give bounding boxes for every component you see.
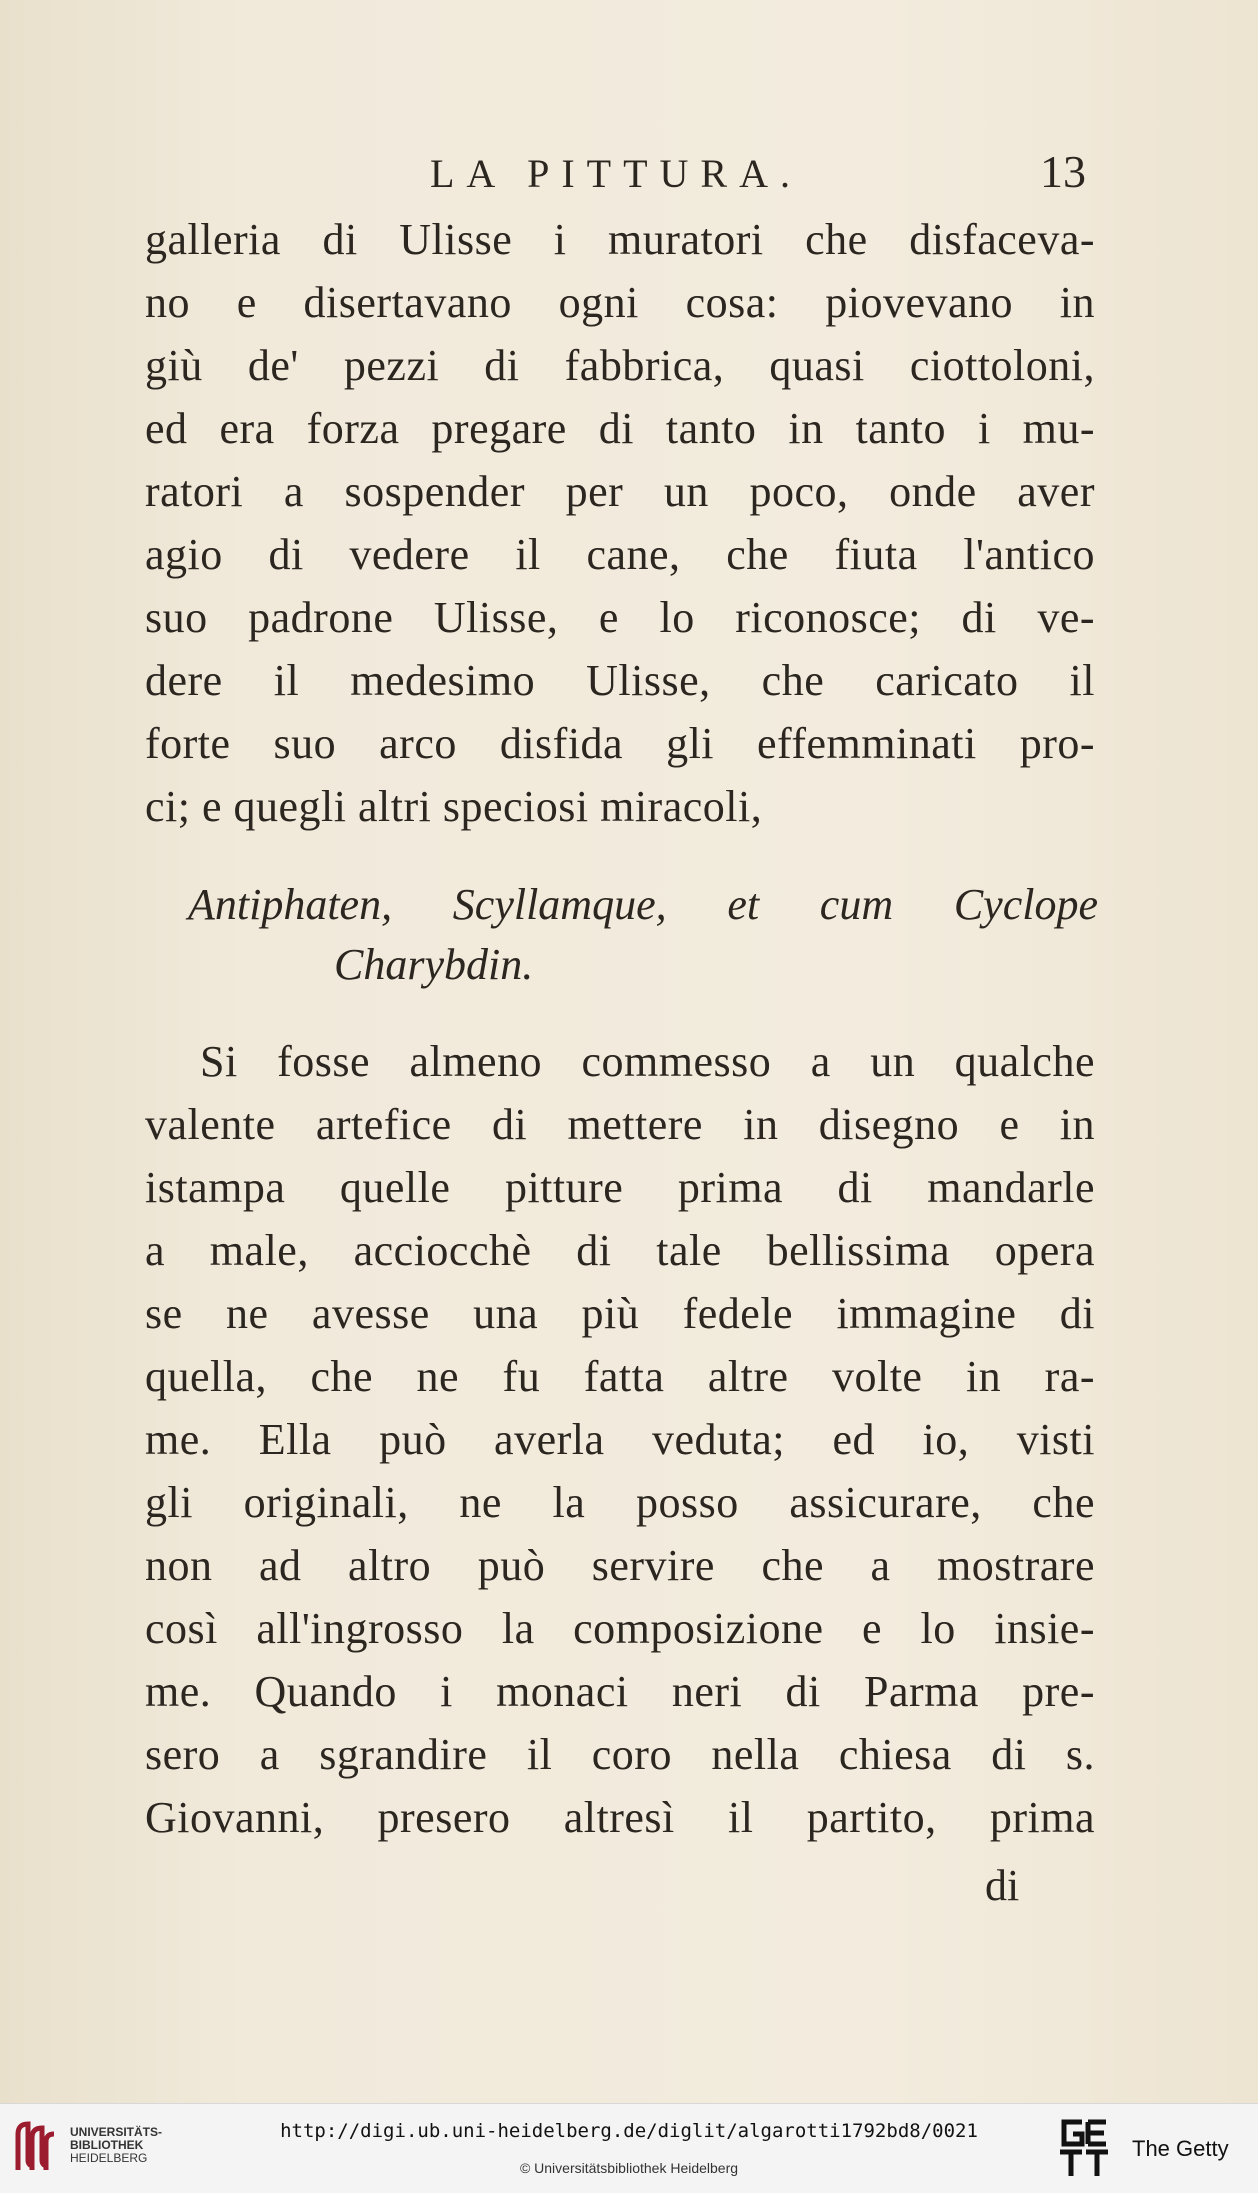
text-line: gli originali, ne la posso assicurare, che (145, 1478, 1095, 1527)
getty-logo-icon[interactable] (1058, 2118, 1112, 2178)
text-line: no e disertavano ogni cosa: piovevano in (145, 278, 1095, 327)
footer-bar (0, 2103, 1258, 2193)
text-line: dere il medesimo Ulisse, che caricato il (145, 656, 1095, 705)
text-line: me. Quando i monaci neri di Parma pre- (145, 1667, 1095, 1716)
text-line: così all'ingrosso la composizione e lo insie- (145, 1604, 1095, 1653)
text-line: Si fosse almeno commesso a un qualche (200, 1037, 1095, 1086)
library-name-line: HEIDELBERG (70, 2151, 148, 2165)
quote-line: Charybdin. (334, 940, 534, 989)
text-line: forte suo arco disfida gli effemminati pro- (145, 719, 1095, 768)
library-name-line: BIBLIOTHEK (70, 2138, 144, 2152)
text-line: a male, acciocchè di tale bellissima opera (145, 1226, 1095, 1275)
text-line: non ad altro può servire che a mostrare (145, 1541, 1095, 1590)
text-line: ed era forza pregare di tanto in tanto i mu- (145, 404, 1095, 453)
catchword: di (985, 1861, 1020, 1910)
text-line: ratori a sospender per un poco, onde aver (145, 467, 1095, 516)
text-line: me. Ella può averla veduta; ed io, visti (145, 1415, 1095, 1464)
text-line: giù de' pezzi di fabbrica, quasi ciottoloni, (145, 341, 1095, 390)
copyright-notice: © Universitätsbibliothek Heidelberg (519, 2160, 739, 2176)
text-line: suo padrone Ulisse, e lo riconosce; di ve- (145, 593, 1095, 642)
text-line: se ne avesse una più fedele immagine di (145, 1289, 1095, 1338)
running-head: LA PITTURA. (430, 151, 802, 196)
page-number: 13 (1040, 146, 1086, 197)
text-line: Giovanni, presero altresì il partito, prima (145, 1793, 1095, 1842)
library-name-line: UNIVERSITÄTS- (70, 2125, 163, 2139)
text-line: galleria di Ulisse i muratori che disfaceva- (145, 215, 1095, 264)
paragraph-1 (145, 208, 1095, 838)
text-line: istampa quelle pitture prima di mandarle (145, 1163, 1095, 1212)
permalink-url[interactable]: http://digi.ub.uni-heidelberg.de/diglit/algarotti1792bd8/0021 (280, 2120, 978, 2142)
latin-quote (188, 875, 1098, 995)
text-line: ci; e quegli altri speciosi miracoli, (145, 782, 763, 831)
text-line: quella, che ne fu fatta altre volte in ra- (145, 1352, 1095, 1401)
text-line: valente artefice di mettere in disegno e in (145, 1100, 1095, 1149)
sponsor-name: The Getty (1132, 2136, 1229, 2161)
text-line: sero a sgrandire il coro nella chiesa di s. (145, 1730, 1095, 1779)
quote-line: Antiphaten, Scyllamque, et cum Cyclope (188, 880, 1098, 929)
text-line: agio di vedere il cane, che fiuta l'antico (145, 530, 1095, 579)
paragraph-2 (145, 1030, 1095, 1849)
